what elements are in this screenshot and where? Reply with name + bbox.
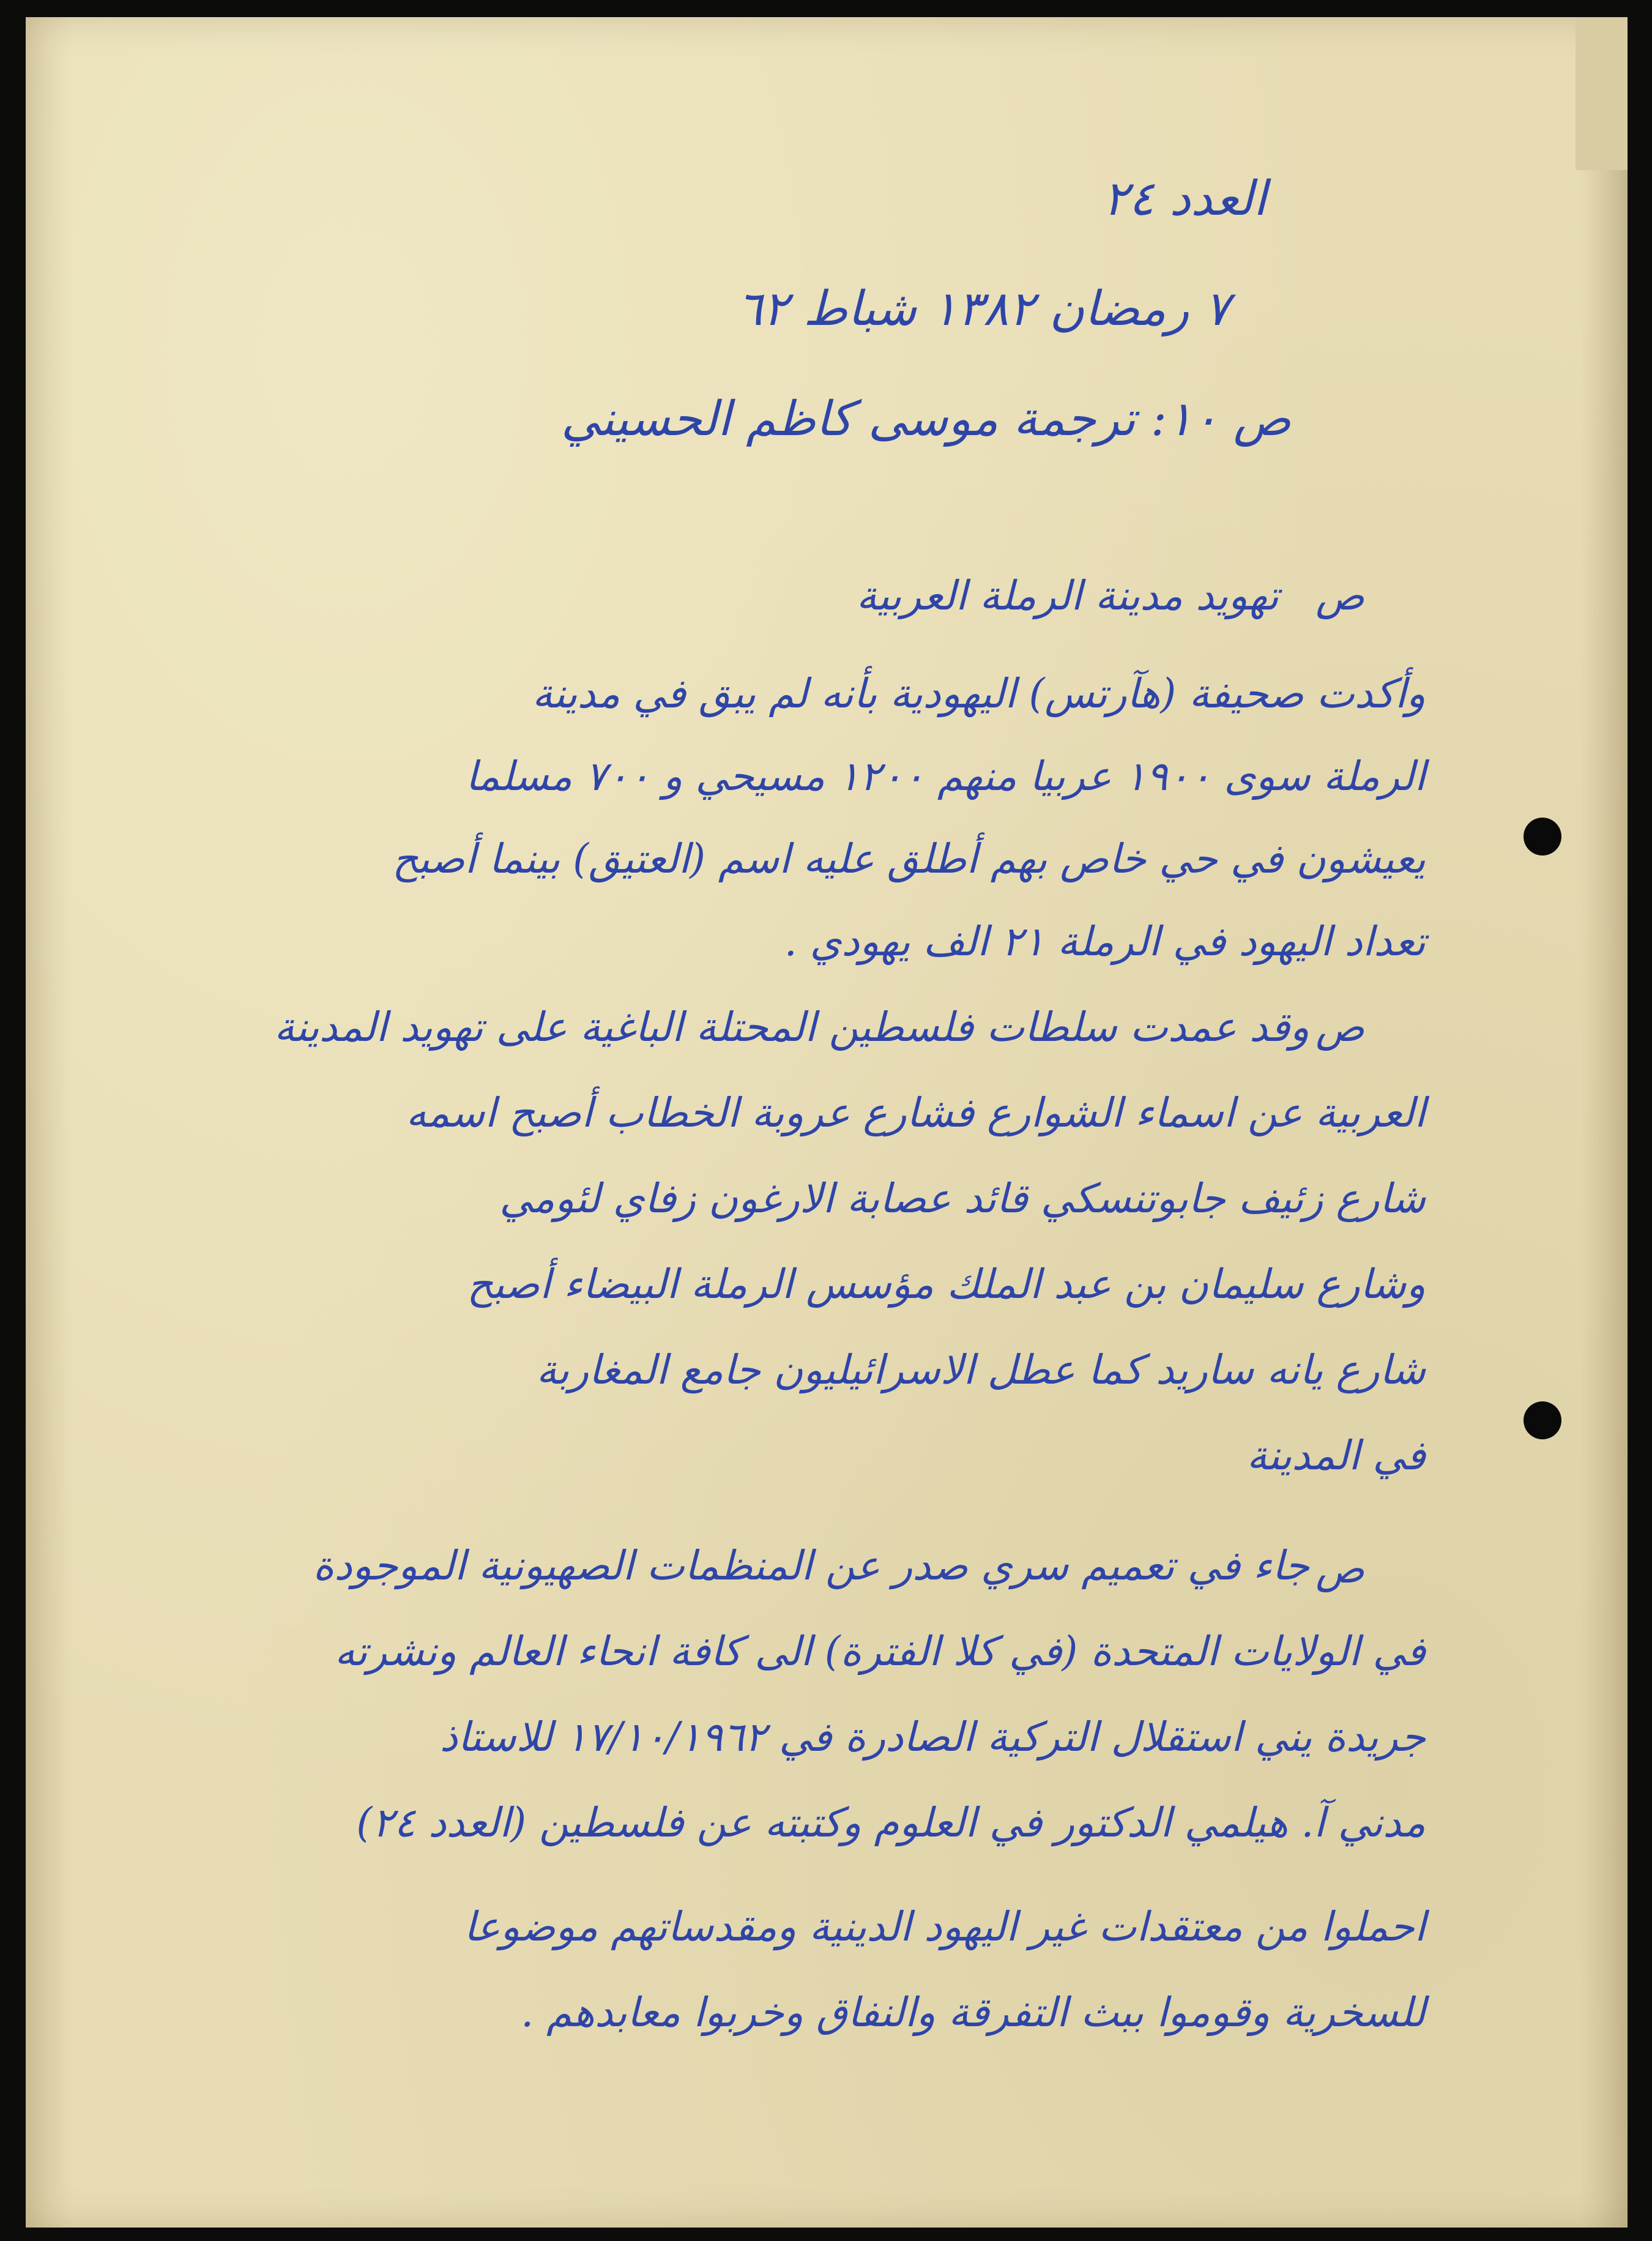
text-line: في المدينة: [1246, 1432, 1426, 1479]
text-line: تعداد اليهود في الرملة ٢١ الف يهودي .: [784, 918, 1426, 965]
paper-edge-tab: [1576, 17, 1628, 170]
text-line: يعيشون في حي خاص بهم أطلق عليه اسم (العتيق) بينما أصبح: [392, 835, 1426, 882]
text-line: شارع زئيف جابوتنسكي قائد عصابة الارغون زفاي لئومي: [499, 1175, 1426, 1222]
text-line: العربية عن اسماء الشوارع فشارع عروبة الخطاب أصبح اسمه: [406, 1089, 1426, 1136]
text-line: وأكدت صحيفة (هآرتس) اليهودية بأنه لم يبق في مدينة: [532, 670, 1426, 717]
issue-number: العدد ٢٤: [1103, 171, 1267, 226]
issue-date: ٧ رمضان ١٣٨٢ شباط ٦٢: [737, 282, 1230, 337]
section-heading: تهويد مدينة الرملة العربية: [856, 572, 1279, 619]
text-line: في الولايات المتحدة (في كلا الفترة) الى كافة انحاء العالم ونشرته: [334, 1628, 1426, 1675]
punch-hole-lower: [1524, 1401, 1561, 1439]
text-line: وشارع سليمان بن عبد الملك مؤسس الرملة البيضاء أصبح: [467, 1261, 1426, 1308]
text-line: جاء في تعميم سري صدر عن المنظمات الصهيونية الموجودة: [313, 1542, 1309, 1589]
section-marker: ص: [1315, 1545, 1364, 1592]
section-marker: ص: [1315, 572, 1364, 619]
text-line: مدني آ. هيلمي الدكتور في العلوم وكتبته عن فلسطين (العدد ٢٤): [356, 1799, 1426, 1846]
text-line: الرملة سوى ١٩٠٠ عربيا منهم ١٢٠٠ مسيحي و ٧٠٠ مسلما: [465, 753, 1426, 800]
punch-hole-upper: [1524, 818, 1561, 856]
text-line: احملوا من معتقدات غير اليهود الدينية ومقدساتهم موضوعا: [464, 1903, 1426, 1950]
text-line: جريدة يني استقلال التركية الصادرة في ١٧/١٠/١٩٦٢ للاستاذ: [439, 1713, 1426, 1761]
text-line: وقد عمدت سلطات فلسطين المحتلة الباغية على تهويد المدينة: [273, 1004, 1309, 1051]
section-marker: ص: [1315, 1004, 1364, 1051]
page-and-translator: ص ١٠: ترجمة موسى كاظم الحسيني: [560, 392, 1291, 447]
text-line: شارع يانه ساريد كما عطل الاسرائيليون جامع المغاربة: [536, 1346, 1426, 1393]
text-line: للسخرية وقوموا ببث التفرقة والنفاق وخربوا معابدهم .: [521, 1989, 1426, 2036]
